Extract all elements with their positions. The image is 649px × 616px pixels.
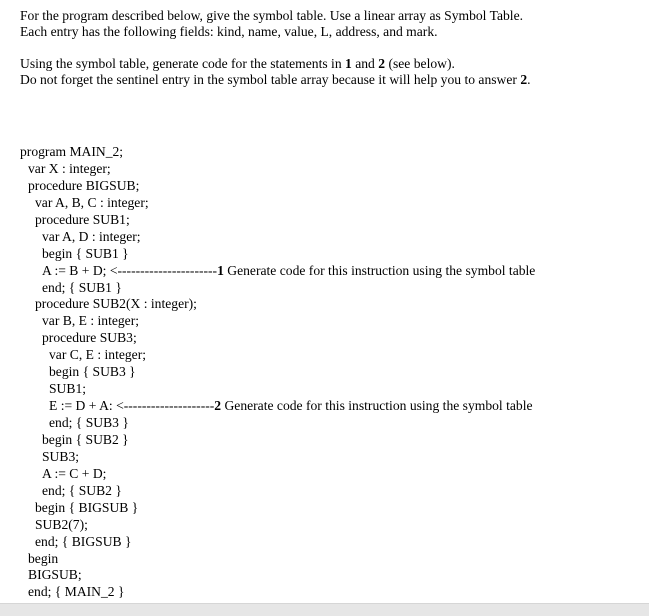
instruction-text: (see below). <box>385 56 455 71</box>
code-line <box>20 263 535 280</box>
instruction-text: Do not forget the sentinel entry in the symbol table array because it will help you to answer <box>20 72 521 87</box>
code-text: end; { BIGSUB } <box>35 533 132 549</box>
statement-note: Generate code for this instruction using the symbol table <box>223 262 536 278</box>
window-bottom-edge <box>0 603 649 616</box>
code-line <box>20 483 535 500</box>
code-text: var C, E : integer; <box>49 347 147 363</box>
code-line <box>20 534 535 551</box>
code-text: SUB2(7); <box>35 516 88 532</box>
code-text: var A, D : integer; <box>42 228 141 244</box>
program-listing <box>20 144 535 601</box>
code-text: begin { SUB2 } <box>42 431 129 447</box>
code-text: end; { SUB3 } <box>49 415 129 430</box>
code-line <box>20 229 535 246</box>
code-line <box>20 144 535 161</box>
instruction-line-4 <box>20 72 531 88</box>
code-line <box>20 381 535 398</box>
code-text: end; { MAIN_2 } <box>28 584 125 600</box>
code-text: procedure SUB2(X : integer); <box>35 296 197 312</box>
code-text: var X : integer; <box>28 160 111 176</box>
code-text: A := C + D; <box>42 465 107 481</box>
code-line <box>20 551 535 568</box>
code-text: BIGSUB; <box>28 567 82 583</box>
code-text: begin { BIGSUB } <box>35 499 139 515</box>
code-text: E := D + A: <-------------------- <box>49 398 215 414</box>
instruction-line-3 <box>20 56 531 72</box>
code-line <box>20 500 535 517</box>
code-text: A := B + D; <---------------------- <box>42 262 218 278</box>
code-line <box>20 296 535 313</box>
statement-ref-2: 2 <box>520 72 528 87</box>
code-text: var B, E : integer; <box>42 313 140 329</box>
code-line <box>20 364 535 381</box>
code-line <box>20 517 535 534</box>
statement-marker: 1 <box>217 262 224 278</box>
statement-marker: 2 <box>214 398 222 414</box>
code-line <box>20 330 535 347</box>
code-text: procedure SUB3; <box>42 330 137 346</box>
code-text: procedure BIGSUB; <box>28 177 140 193</box>
code-line <box>20 178 535 195</box>
code-text: begin { SUB1 } <box>42 245 129 261</box>
instruction-text: Using the symbol table, generate code for the statements in <box>20 56 346 71</box>
code-line <box>20 432 535 449</box>
code-line <box>20 584 535 601</box>
code-line <box>20 449 535 466</box>
instruction-line-2: Each entry has the following fields: kind, name, value, L, address, and mark. <box>20 24 438 39</box>
paragraph-gap <box>20 40 531 56</box>
code-text: program MAIN_2; <box>20 144 124 159</box>
code-line <box>20 313 535 330</box>
code-line <box>20 246 535 263</box>
statement-ref-1: 1 <box>345 56 352 71</box>
instruction-text: . <box>527 72 531 87</box>
instruction-line-1: For the program described below, give the symbol table. Use a linear array as Symbol Table. <box>20 8 524 23</box>
code-line <box>20 195 535 212</box>
code-line <box>20 280 535 297</box>
code-text: procedure SUB1; <box>35 211 130 227</box>
code-line <box>20 212 535 229</box>
code-line <box>20 398 535 415</box>
code-text: SUB3; <box>42 448 80 464</box>
code-line <box>20 567 535 584</box>
code-text: end; { SUB1 } <box>42 279 122 295</box>
code-line <box>20 466 535 483</box>
code-text: SUB1; <box>49 381 87 397</box>
code-line <box>20 415 535 432</box>
code-line <box>20 161 535 178</box>
code-text: begin <box>28 550 59 566</box>
statement-ref-2: 2 <box>378 56 386 71</box>
instruction-text: and <box>351 56 379 71</box>
code-line <box>20 347 535 364</box>
code-text: end; { SUB2 } <box>42 482 122 498</box>
code-text: begin { SUB3 } <box>49 364 136 380</box>
code-text: var A, B, C : integer; <box>35 194 149 210</box>
instructions <box>20 8 531 88</box>
statement-note: Generate code for this instruction using the symbol table <box>221 398 533 414</box>
